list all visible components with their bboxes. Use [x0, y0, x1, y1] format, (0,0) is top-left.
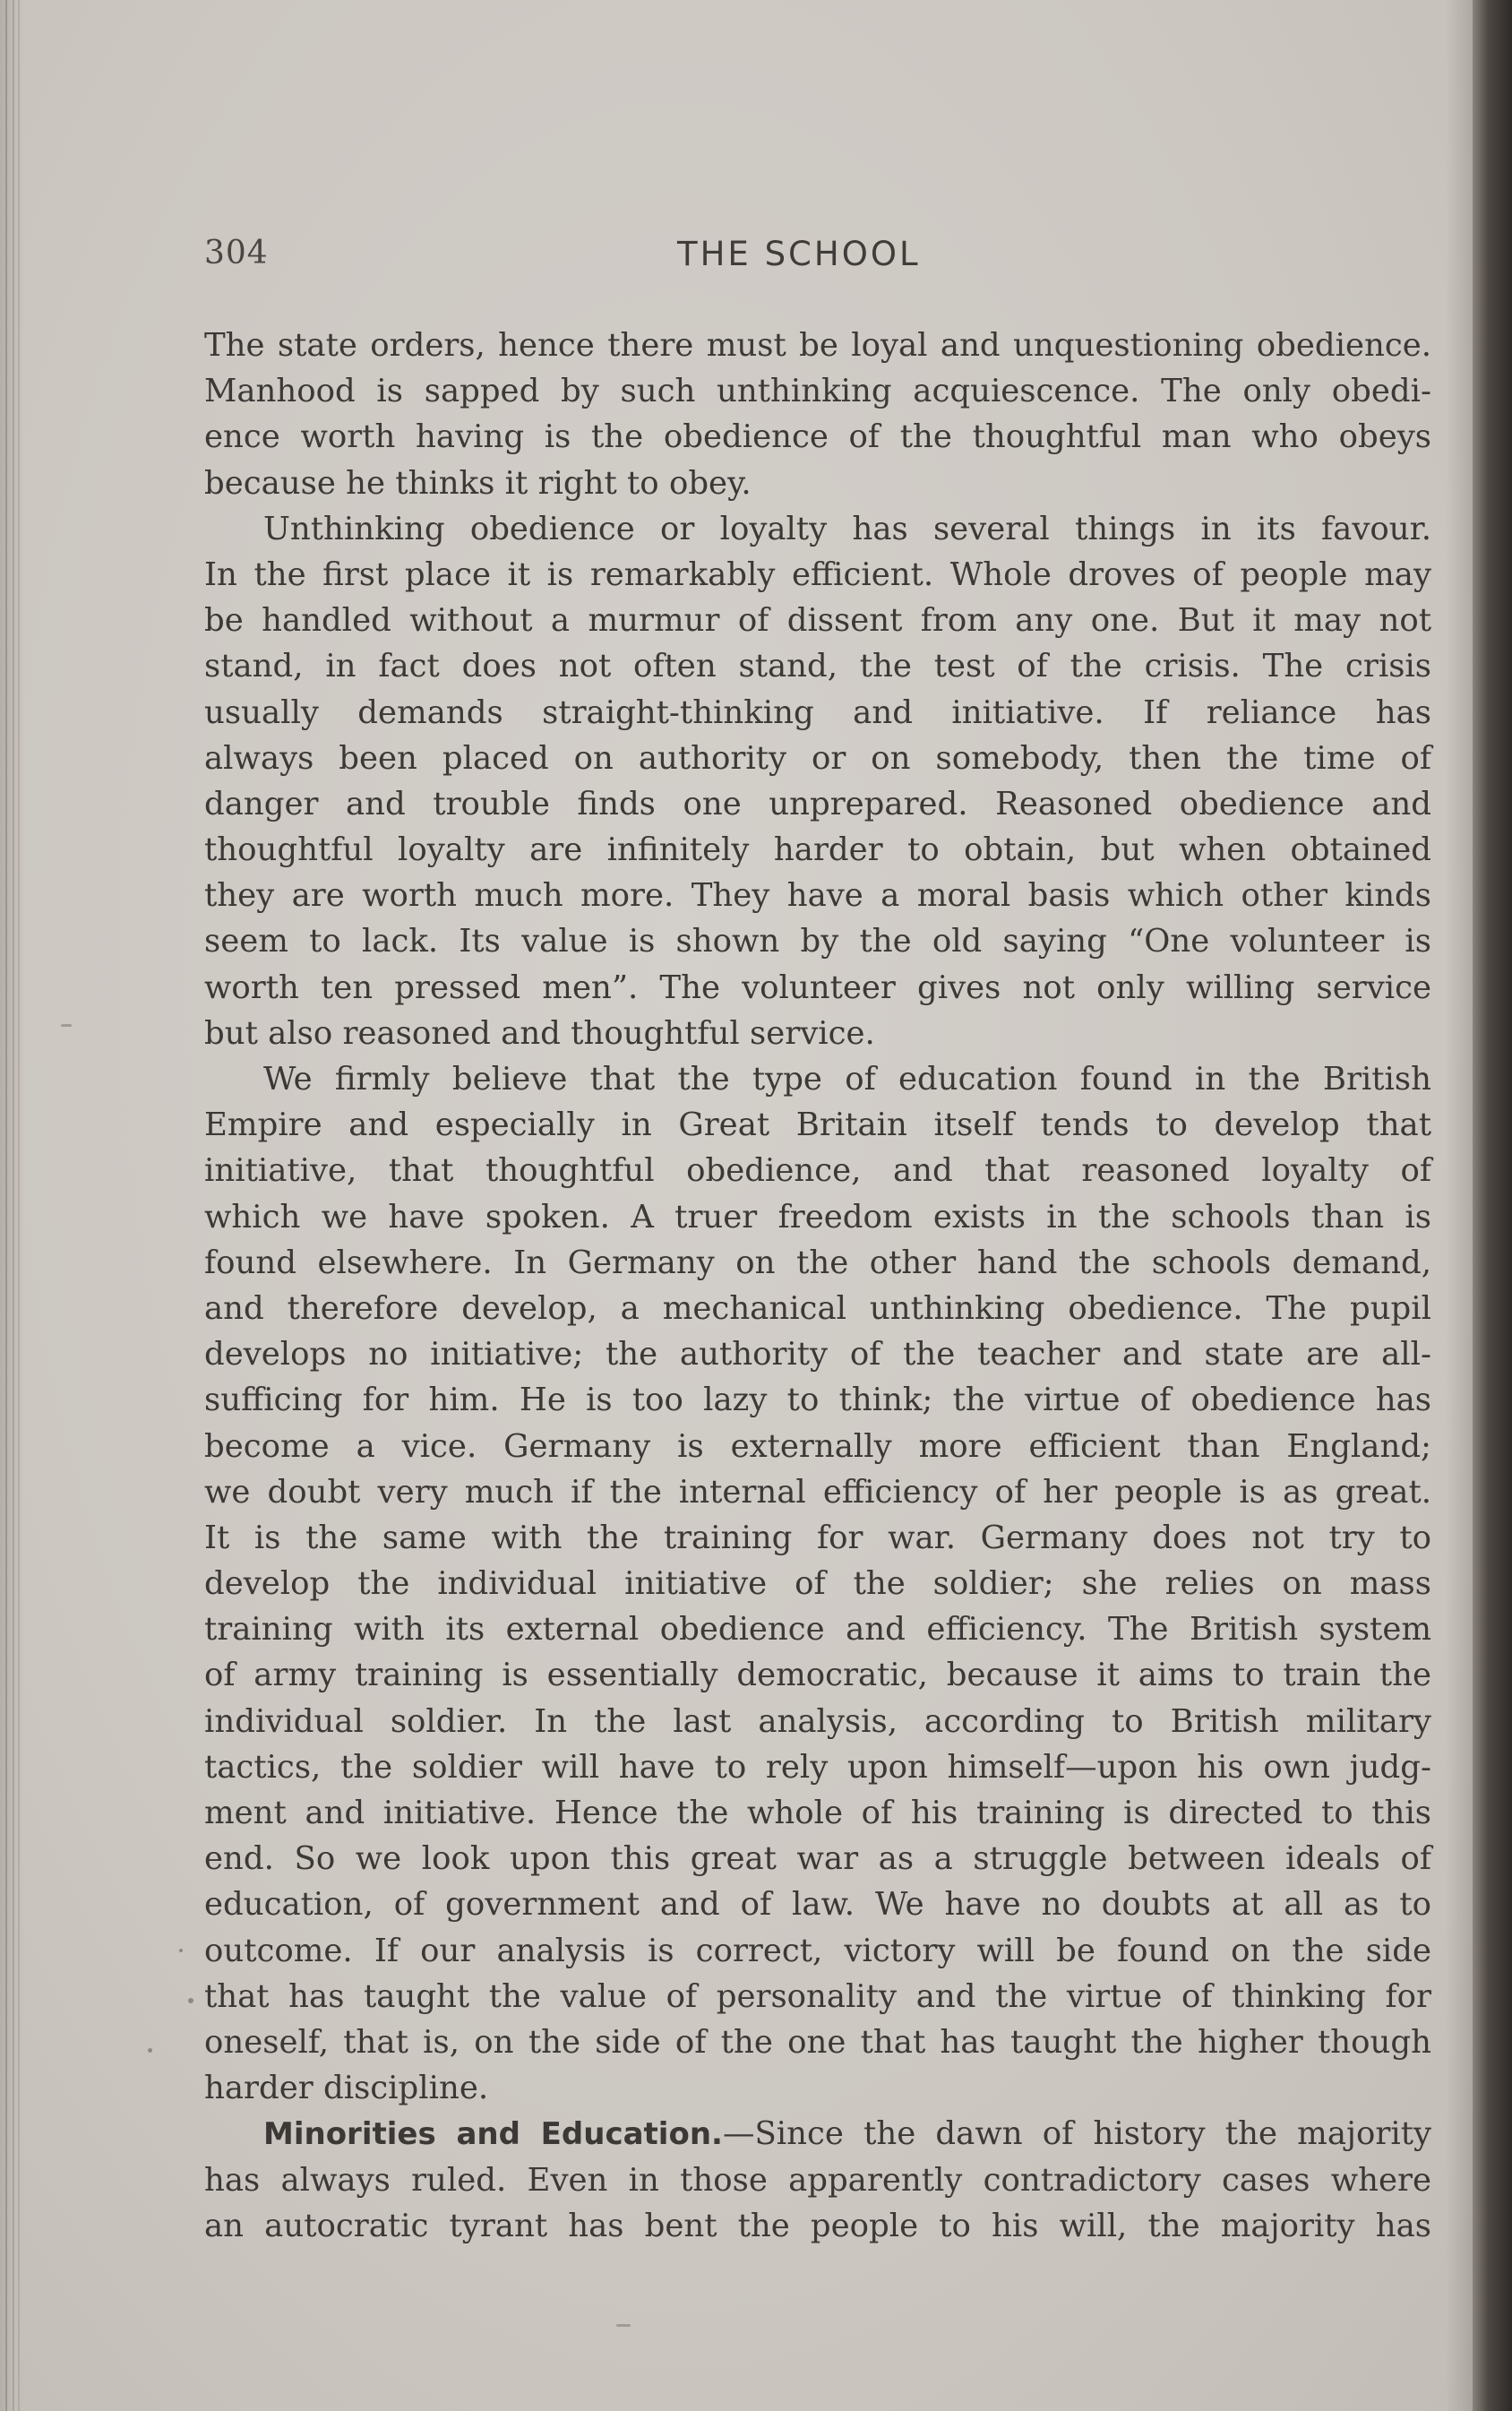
text-line: and therefore develop, a mechanical unthinking obedience. The pupil — [204, 1289, 1431, 1327]
text-line: Manhood is sapped by such unthinking acquiescence. The only obedi- — [204, 373, 1431, 410]
text-line: develops no initiative; the authority of the teacher and state are all- — [204, 1336, 1431, 1373]
text-line: training with its external obedience and efficiency. The British system — [204, 1611, 1431, 1649]
text-line: oneself, that is, on the side of the one that has taught the higher though — [204, 2023, 1431, 2061]
text-line: of army training is essentially democratic, because it aims to train the — [204, 1657, 1431, 1694]
paper-mark — [616, 2324, 631, 2327]
text-line: but also reasoned and thoughtful service. — [204, 1014, 875, 1052]
page-header — [204, 235, 1431, 288]
text-line: education, of government and of law. We have no doubts at all as to — [204, 1886, 1431, 1924]
text-line: an autocratic tyrant has bent the people to his will, the majority has — [204, 2207, 1431, 2244]
text-line: initiative, that thoughtful obedience, and that reasoned loyalty of — [204, 1152, 1431, 1190]
page-number: 304 — [204, 235, 269, 271]
text-line: has always ruled. Even in those apparently contradictory cases where — [204, 2161, 1431, 2199]
text-line: thoughtful loyalty are infinitely harder to obtain, but when obtained — [204, 831, 1431, 869]
section-first-line — [204, 2111, 1431, 2157]
text-line: individual soldier. In the last analysis, according to British military — [204, 1702, 1431, 1740]
binding-shadow — [1446, 0, 1473, 2411]
text-line: ence worth having is the obedience of the thoughtful man who obeys — [204, 418, 1431, 456]
text-line: tactics, the soldier will have to rely upon himself—upon his own judg- — [204, 1748, 1431, 1786]
text-line: we doubt very much if the internal efficiency of her people is as great. — [204, 1473, 1431, 1511]
edge-line — [18, 0, 20, 2411]
text-line: outcome. If our analysis is correct, victory will be found on the side — [204, 1932, 1431, 1969]
text-line: that has taught the value of personality and the virtue of thinking for — [204, 1977, 1431, 2015]
section-first-line-text: —Since the dawn of history the majority — [722, 2115, 1432, 2153]
text-line: seem to lack. Its value is shown by the old saying “One volunteer is — [204, 923, 1431, 960]
text-line: It is the same with the training for war. Germany does not try to — [204, 1519, 1431, 1556]
text-line: sufficing for him. He is too lazy to think; the virtue of obedience has — [204, 1382, 1431, 1419]
edge-line — [13, 0, 14, 2411]
page-left-edge — [0, 0, 25, 2411]
text-line: which we have spoken. A truer freedom exists in the schools than is — [204, 1198, 1431, 1236]
text-line: Empire and especially in Great Britain itself tends to develop that — [204, 1106, 1431, 1144]
paper-speck — [188, 1998, 193, 2003]
text-line: end. So we look upon this great war as a struggle between ideals of — [204, 1840, 1431, 1878]
text-line: stand, in fact does not often stand, the test of the crisis. The crisis — [204, 648, 1431, 685]
text-line: The state orders, hence there must be loyal and unquestioning obedience. — [204, 327, 1431, 364]
text-line: always been placed on authority or on somebody, then the time of — [204, 739, 1431, 777]
body-text — [204, 323, 1431, 2249]
paper-speck — [179, 1949, 183, 1952]
text-line: usually demands straight-thinking and initiative. If reliance has — [204, 693, 1431, 731]
book-spine-edge — [1473, 0, 1512, 2411]
text-line: develop the individual initiative of the soldier; she relies on mass — [204, 1565, 1431, 1603]
edge-line — [5, 0, 7, 2411]
text-line: harder discipline. — [204, 2070, 489, 2107]
paper-mark — [61, 1024, 72, 1027]
text-line: We firmly believe that the type of education found in the British — [263, 1061, 1431, 1098]
text-line: worth ten pressed men”. The volunteer gives not only willing service — [204, 969, 1431, 1006]
text-line: become a vice. Germany is externally more efficient than England; — [204, 1427, 1431, 1465]
text-line: found elsewhere. In Germany on the other hand the schools demand, — [204, 1244, 1431, 1281]
text-line: In the first place it is remarkably efficient. Whole droves of people may — [204, 555, 1431, 593]
running-head: THE SCHOOL — [677, 235, 921, 273]
section-heading: Minorities and Education. — [263, 2116, 723, 2153]
text-line: be handled without a murmur of dissent from any one. But it may not — [204, 602, 1431, 640]
paper-speck — [148, 2048, 152, 2053]
text-line: they are worth much more. They have a moral basis which other kinds — [204, 877, 1431, 915]
text-line: ment and initiative. Hence the whole of his training is directed to this — [204, 1795, 1431, 1831]
text-line: Unthinking obedience or loyalty has several things in its favour. — [263, 510, 1431, 547]
text-line: because he thinks it right to obey. — [204, 464, 752, 502]
text-line: danger and trouble finds one unprepared. Reasoned obedience and — [204, 785, 1431, 822]
